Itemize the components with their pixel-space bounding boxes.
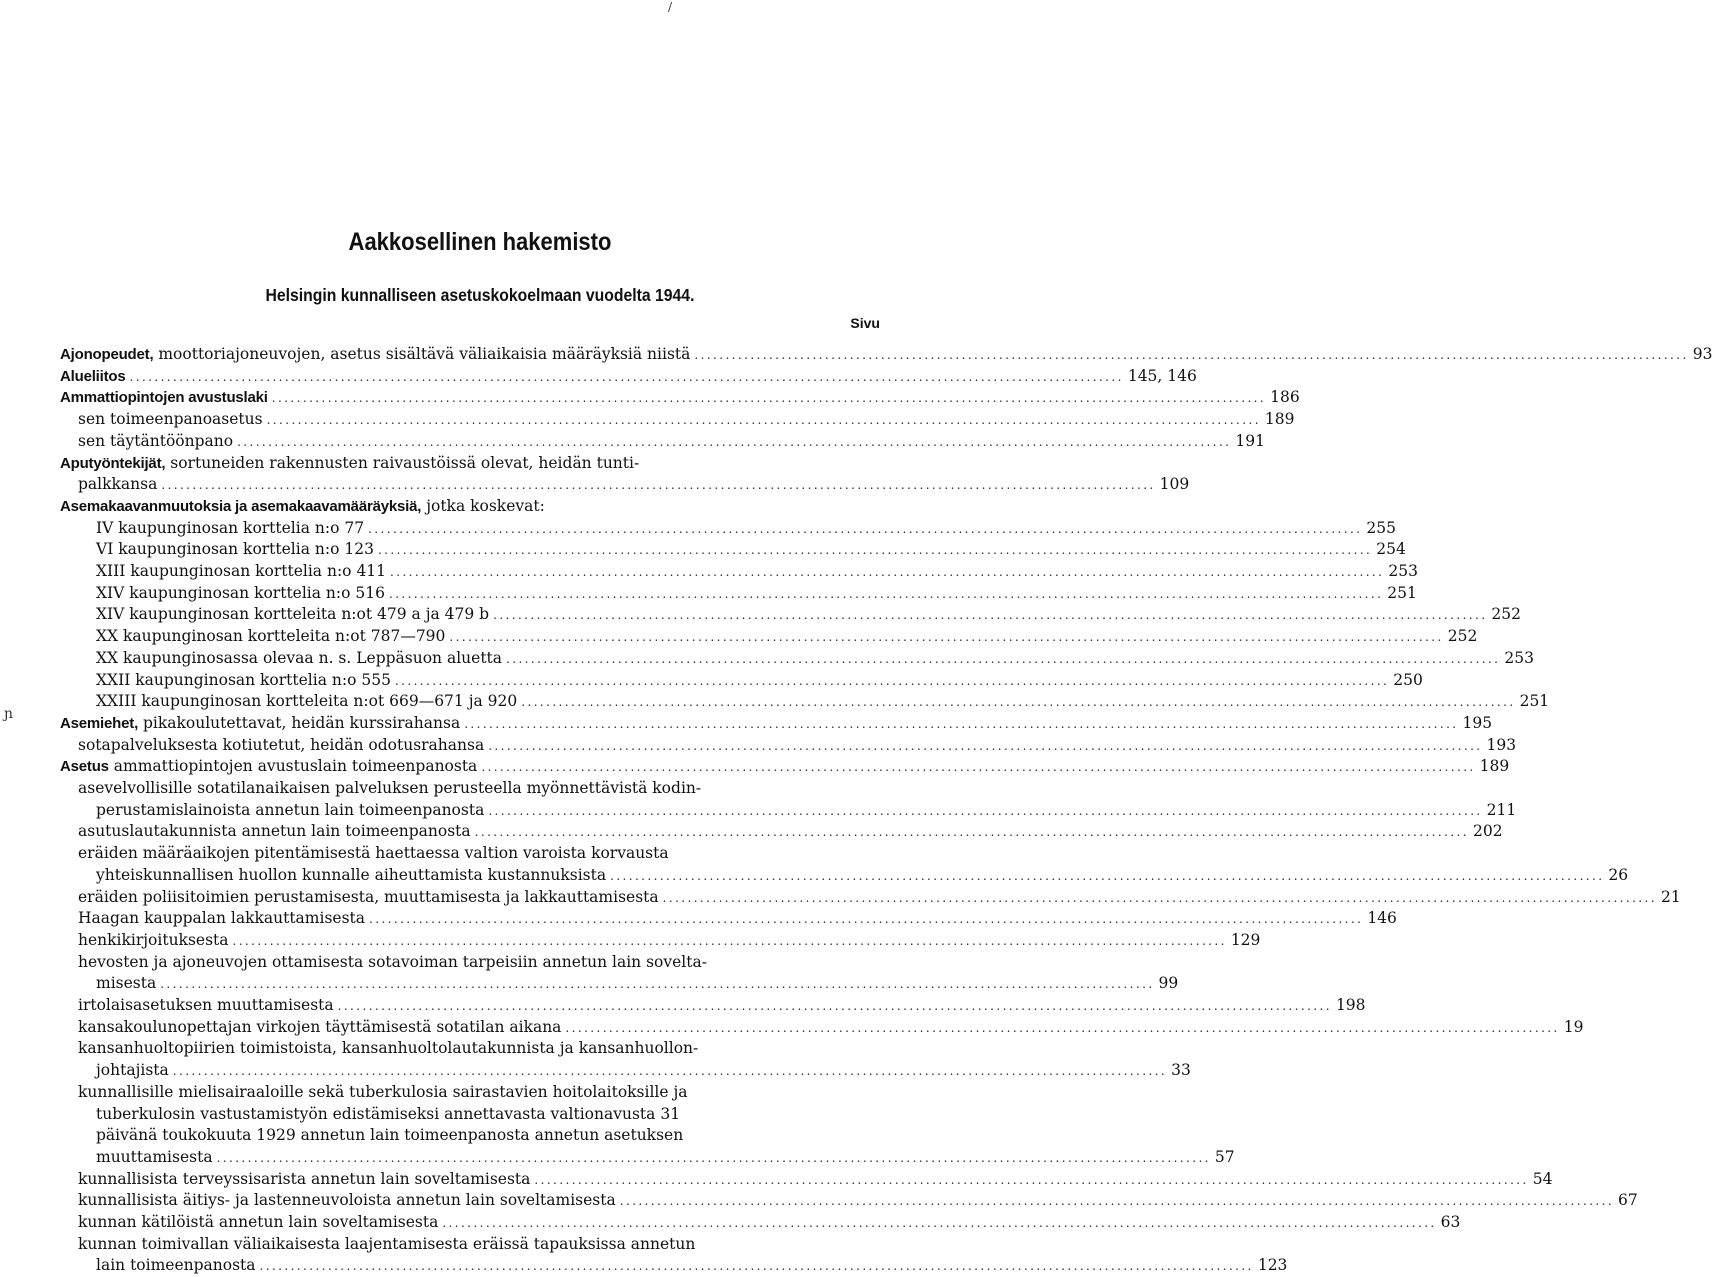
leader-dots: ................................................................................................................................................................ <box>216 1150 1211 1165</box>
leader-dots: ................................................................................................................................................................ <box>271 391 1267 406</box>
index-entry <box>96 560 1418 582</box>
leader-dots: ................................................................................................................................................................ <box>481 760 1476 775</box>
entry-text <box>78 734 484 756</box>
leader-dots: ................................................................................................................................................................ <box>521 695 1516 710</box>
entry-page-number: 63 <box>1440 1213 1461 1231</box>
index-entry <box>96 1254 1288 1276</box>
entry-text <box>78 951 707 973</box>
entry-description: kunnallisille mielisairaaloille sekä tuberkulosia sairastavien hoitolaitoksille ja <box>78 1082 688 1101</box>
index-entry <box>78 1016 1584 1038</box>
entry-page-number: 54 <box>1532 1169 1553 1188</box>
index-entry <box>96 1124 880 1146</box>
entry-page-number: 254 <box>1376 540 1406 559</box>
index-entry <box>78 951 880 973</box>
leader-dots: ................................................................................................................................................................ <box>368 521 1363 536</box>
entry-text <box>60 712 460 735</box>
entry-description: XX kaupunginosan kortteleita n:ot 787—790 <box>96 627 446 646</box>
entry-text <box>78 1081 688 1103</box>
entry-page-number: 252 <box>1447 627 1478 646</box>
entry-description: kunnan toimivallan väliaikaisesta laajentamisesta eräissä tapauksissa annetun <box>78 1234 696 1253</box>
entry-description: henkikirjoituksesta <box>78 930 229 949</box>
entry-text <box>78 1233 695 1255</box>
entry-text <box>96 1059 169 1081</box>
entry-page-number: 253 <box>1388 562 1418 580</box>
entry-keyword: Asetus <box>60 758 109 776</box>
leader-dots: ................................................................................................................................................................ <box>266 413 1261 428</box>
leader-dots: ................................................................................................................................................................ <box>610 868 1605 883</box>
entry-page-number: 146 <box>1367 909 1397 928</box>
index-entry <box>78 734 1517 756</box>
index-entry <box>78 820 1503 842</box>
entry-description: moottoriajoneuvojen, asetus sisältävä väliaikaisia määräyksiä niistä <box>153 345 691 363</box>
index-entry <box>78 994 1366 1016</box>
index-entry <box>96 517 1396 539</box>
entry-text <box>60 755 477 778</box>
leader-dots: ................................................................................................................................................................ <box>449 630 1444 645</box>
entry-description: XIII kaupunginosan korttelia n:o 411 <box>96 562 387 580</box>
entry-description: sen toimeenpanoasetus <box>78 410 263 429</box>
entry-page-number: 202 <box>1472 822 1503 841</box>
entry-text <box>78 820 471 842</box>
index-entry <box>96 799 1517 821</box>
leader-dots: ................................................................................................................................................................ <box>442 1216 1437 1230</box>
entry-text <box>60 386 268 409</box>
leader-dots: ................................................................................................................................................................ <box>464 716 1459 731</box>
leader-dots: ................................................................................................................................................................ <box>129 369 1124 384</box>
entry-page-number: 250 <box>1393 670 1423 689</box>
index-entry <box>78 1233 880 1255</box>
index-entry <box>96 1103 880 1125</box>
entry-text <box>96 1146 213 1168</box>
entry-page-number: 195 <box>1462 713 1493 732</box>
entry-text <box>96 603 489 625</box>
entry-text <box>78 1189 616 1211</box>
entry-page-number: 99 <box>1158 974 1179 993</box>
entry-page-number: 26 <box>1608 865 1629 884</box>
entry-keyword: Asemiehet, <box>60 714 139 732</box>
entry-description: misesta <box>96 974 157 993</box>
entry-page-number: 211 <box>1486 800 1517 819</box>
entry-page-number: 255 <box>1366 518 1396 537</box>
entry-description: muuttamisesta <box>96 1147 213 1166</box>
entry-page-number: 33 <box>1171 1061 1191 1080</box>
index-entry <box>96 864 1629 886</box>
entry-page-number: 193 <box>1486 735 1517 754</box>
entry-description: sen täytäntöönpano <box>78 431 234 450</box>
entry-description: XIV kaupunginosan kortteleita n:ot 479 a ja 479 b <box>96 605 490 624</box>
index-entry <box>78 473 1190 495</box>
entry-description: palkkansa <box>78 475 158 494</box>
leader-dots: ................................................................................................................................................................ <box>394 673 1390 688</box>
page-column-heading: Sivu <box>850 315 880 331</box>
entry-keyword: Alueliitos <box>60 367 126 385</box>
entry-page-number: 198 <box>1335 996 1366 1014</box>
entry-description: eräiden määräaikojen pitentämisestä haettaessa valtion varoista korvausta <box>78 844 669 863</box>
index-entry <box>60 343 1712 365</box>
leader-dots: ................................................................................................................................................................ <box>534 1172 1529 1187</box>
entry-keyword: Aputyöntekijät, <box>60 454 166 472</box>
entry-text <box>96 669 391 691</box>
index-entry <box>96 690 1550 712</box>
entry-description: XXII kaupunginosan korttelia n:o 555 <box>96 670 391 689</box>
entry-text <box>78 907 365 929</box>
entry-text <box>78 1037 698 1059</box>
entry-keyword: Asemakaavanmuutoksia ja asemakaavamääräyksiä, <box>60 497 422 515</box>
leader-dots: ................................................................................................................................................................ <box>488 738 1483 753</box>
entry-text <box>78 408 263 430</box>
corner-mark: / <box>668 0 673 14</box>
entry-text <box>78 430 233 452</box>
index-entry <box>60 712 1493 734</box>
entry-text <box>78 929 229 951</box>
entry-page-number: 189 <box>1264 410 1295 429</box>
index-entry <box>60 495 880 517</box>
index-entry <box>96 1146 1235 1168</box>
entry-text <box>96 1124 683 1146</box>
entry-text <box>96 538 374 560</box>
entry-description: jotka koskevat: <box>421 496 545 515</box>
entry-text <box>78 842 669 864</box>
entry-page-number: 129 <box>1230 930 1261 949</box>
entry-page-number: 189 <box>1479 757 1510 776</box>
index-entry <box>96 625 1478 647</box>
entry-text <box>96 625 445 647</box>
leader-dots: ................................................................................................................................................................ <box>160 977 1155 992</box>
entry-description: asevelvollisille sotatilanaikaisen palveluksen perusteella myönnettävistä kodin- <box>78 779 702 797</box>
leader-dots: ................................................................................................................................................................ <box>474 825 1469 840</box>
entry-text <box>78 994 334 1016</box>
entry-keyword: Ajonopeudet, <box>60 346 154 363</box>
entry-description: johtajista <box>96 1061 169 1080</box>
entry-description: sortuneiden rakennusten raivaustöissä olevat, heidän tunti- <box>165 453 640 472</box>
entry-description: eräiden poliisitoimien perustamisesta, muuttamisesta ja lakkauttamisesta <box>78 887 659 906</box>
index-entry <box>78 842 880 864</box>
entry-text <box>96 517 364 539</box>
entry-text <box>96 690 517 712</box>
entry-description: kunnan kätilöistä annetun lain soveltamisesta <box>78 1213 439 1231</box>
entry-text <box>60 452 639 475</box>
entry-page-number: 251 <box>1387 583 1417 602</box>
index-entry <box>78 430 1265 452</box>
entry-text <box>78 473 157 495</box>
leader-dots: ................................................................................................................................................................ <box>488 803 1483 818</box>
leader-dots: ................................................................................................................................................................ <box>232 933 1227 948</box>
index-entry <box>78 1211 1461 1233</box>
entry-text <box>96 799 484 821</box>
index-entry <box>96 1059 1191 1081</box>
leader-dots: ................................................................................................................................................................ <box>369 912 1364 927</box>
entry-page-number: 123 <box>1257 1256 1288 1275</box>
index-entry <box>96 538 1406 560</box>
entry-description: sotapalveluksesta kotiutetut, heidän odotusrahansa <box>78 735 485 754</box>
leader-dots: ................................................................................................................................................................ <box>259 1259 1254 1274</box>
leader-dots: ................................................................................................................................................................ <box>565 1020 1560 1035</box>
entry-description: lain toimeenpanosta <box>96 1256 256 1275</box>
leader-dots: ................................................................................................................................................................ <box>237 434 1232 449</box>
entry-text <box>96 972 156 994</box>
entry-page-number: 67 <box>1618 1191 1638 1210</box>
entry-text <box>78 1211 438 1233</box>
entry-description: hevosten ja ajoneuvojen ottamisesta sotavoiman tarpeisiin annetun lain sovelta- <box>78 952 707 971</box>
index-entry <box>78 886 1681 908</box>
entry-text <box>78 1016 561 1038</box>
entry-page-number: 93 <box>1692 345 1712 363</box>
index-entry <box>78 929 1261 951</box>
entry-description: kansanhuoltopiirien toimistoista, kansanhuoltolautakunnista ja kansanhuollon- <box>78 1039 699 1058</box>
index-entry <box>96 603 1522 625</box>
entry-text <box>96 560 386 582</box>
leader-dots: ................................................................................................................................................................ <box>493 608 1488 623</box>
entry-page-number: 186 <box>1270 388 1300 407</box>
entry-page-number: 253 <box>1504 648 1534 667</box>
page-title: Aakkosellinen hakemisto <box>348 228 612 256</box>
index-entry <box>78 408 1295 430</box>
entry-description: XX kaupunginosassa olevaa n. s. Leppäsuon aluetta <box>96 648 503 667</box>
leader-dots: ................................................................................................................................................................ <box>694 348 1689 362</box>
index-entry <box>78 1189 1638 1211</box>
index-entry <box>60 386 1300 408</box>
index-entry <box>60 365 1197 387</box>
leader-dots: ................................................................................................................................................................ <box>377 543 1373 558</box>
entry-description: päivänä toukokuuta 1929 annetun lain toimeenpanosta annetun asetuksen <box>96 1126 684 1145</box>
leader-dots: ................................................................................................................................................................ <box>388 586 1384 601</box>
entry-description: VI kaupunginosan korttelia n:o 123 <box>96 540 374 559</box>
entry-description: perustamislainoista annetun lain toimeenpanosta <box>96 800 485 819</box>
leader-dots: ................................................................................................................................................................ <box>161 478 1156 493</box>
entry-description: IV kaupunginosan korttelia n:o 77 <box>96 518 365 537</box>
entry-text <box>60 343 690 366</box>
entry-page-number: 252 <box>1491 605 1522 624</box>
entry-page-number: 57 <box>1214 1147 1235 1166</box>
entry-page-number: 21 <box>1660 887 1681 906</box>
entry-description: XIV kaupunginosan korttelia n:o 516 <box>96 583 385 602</box>
index-entry <box>78 1037 880 1059</box>
leader-dots: ................................................................................................................................................................ <box>662 890 1657 905</box>
entry-page-number: 251 <box>1519 692 1550 711</box>
entry-description: kansakoulunopettajan virkojen täyttämisestä sotatilan aikana <box>78 1017 562 1036</box>
index-entry <box>60 452 880 474</box>
index-entry <box>96 647 1534 669</box>
leader-dots: ................................................................................................................................................................ <box>337 999 1332 1013</box>
entry-text <box>78 886 659 908</box>
entry-text <box>96 1103 680 1125</box>
index-entry <box>96 582 1417 604</box>
leader-dots: ................................................................................................................................................................ <box>506 651 1501 666</box>
entry-description: kunnallisista terveyssisarista annetun lain soveltamisesta <box>78 1169 531 1188</box>
entry-text <box>96 647 502 669</box>
index-entry <box>60 755 1510 777</box>
entry-keyword: Ammattiopintojen avustuslaki <box>60 389 268 407</box>
page-subtitle: Helsingin kunnalliseen asetuskokoelmaan vuodelta 1944. <box>265 285 695 305</box>
index-entry <box>96 972 1179 994</box>
leader-dots: ................................................................................................................................................................ <box>172 1064 1168 1079</box>
entry-text <box>60 365 126 388</box>
entry-description: Haagan kauppalan lakkauttamisesta <box>78 909 365 928</box>
entry-description: yhteiskunnallisen huollon kunnalle aiheuttamista kustannuksista <box>96 865 607 884</box>
index-entry <box>96 669 1423 691</box>
entry-description: ammattiopintojen avustuslain toimeenpanosta <box>108 757 478 776</box>
entry-description: kunnallisista äitiys- ja lastenneuvoloista annetun lain soveltamisesta <box>78 1191 616 1210</box>
index-entry <box>78 907 1397 929</box>
entry-description: irtolaisasetuksen muuttamisesta <box>78 996 334 1014</box>
entry-page-number: 19 <box>1563 1017 1584 1036</box>
index-entry <box>78 1168 1553 1190</box>
index-entry <box>78 1081 880 1103</box>
entry-description: pikakoulutettavat, heidän kurssirahansa <box>138 713 461 732</box>
index-entry <box>78 777 880 799</box>
entry-page-number: 109 <box>1159 475 1190 494</box>
entry-text <box>96 864 606 886</box>
entry-text <box>78 777 701 799</box>
leader-dots: ................................................................................................................................................................ <box>390 565 1385 579</box>
entry-description: XXIII kaupunginosan kortteleita n:ot 669—671 ja 920 <box>96 692 518 711</box>
entry-page-number: 191 <box>1235 431 1265 450</box>
margin-mark: ɲ <box>4 706 14 722</box>
entry-text <box>96 582 385 604</box>
entry-text <box>96 1254 256 1276</box>
entry-page-number: 145, 146 <box>1127 366 1197 385</box>
entry-text <box>60 495 545 518</box>
entry-description: asutuslautakunnista annetun lain toimeenpanosta <box>78 822 471 841</box>
entry-text <box>78 1168 530 1190</box>
leader-dots: ................................................................................................................................................................ <box>619 1194 1615 1209</box>
entry-description: tuberkulosin vastustamistyön edistämiseksi annettavasta valtionavusta 31 <box>96 1104 681 1123</box>
